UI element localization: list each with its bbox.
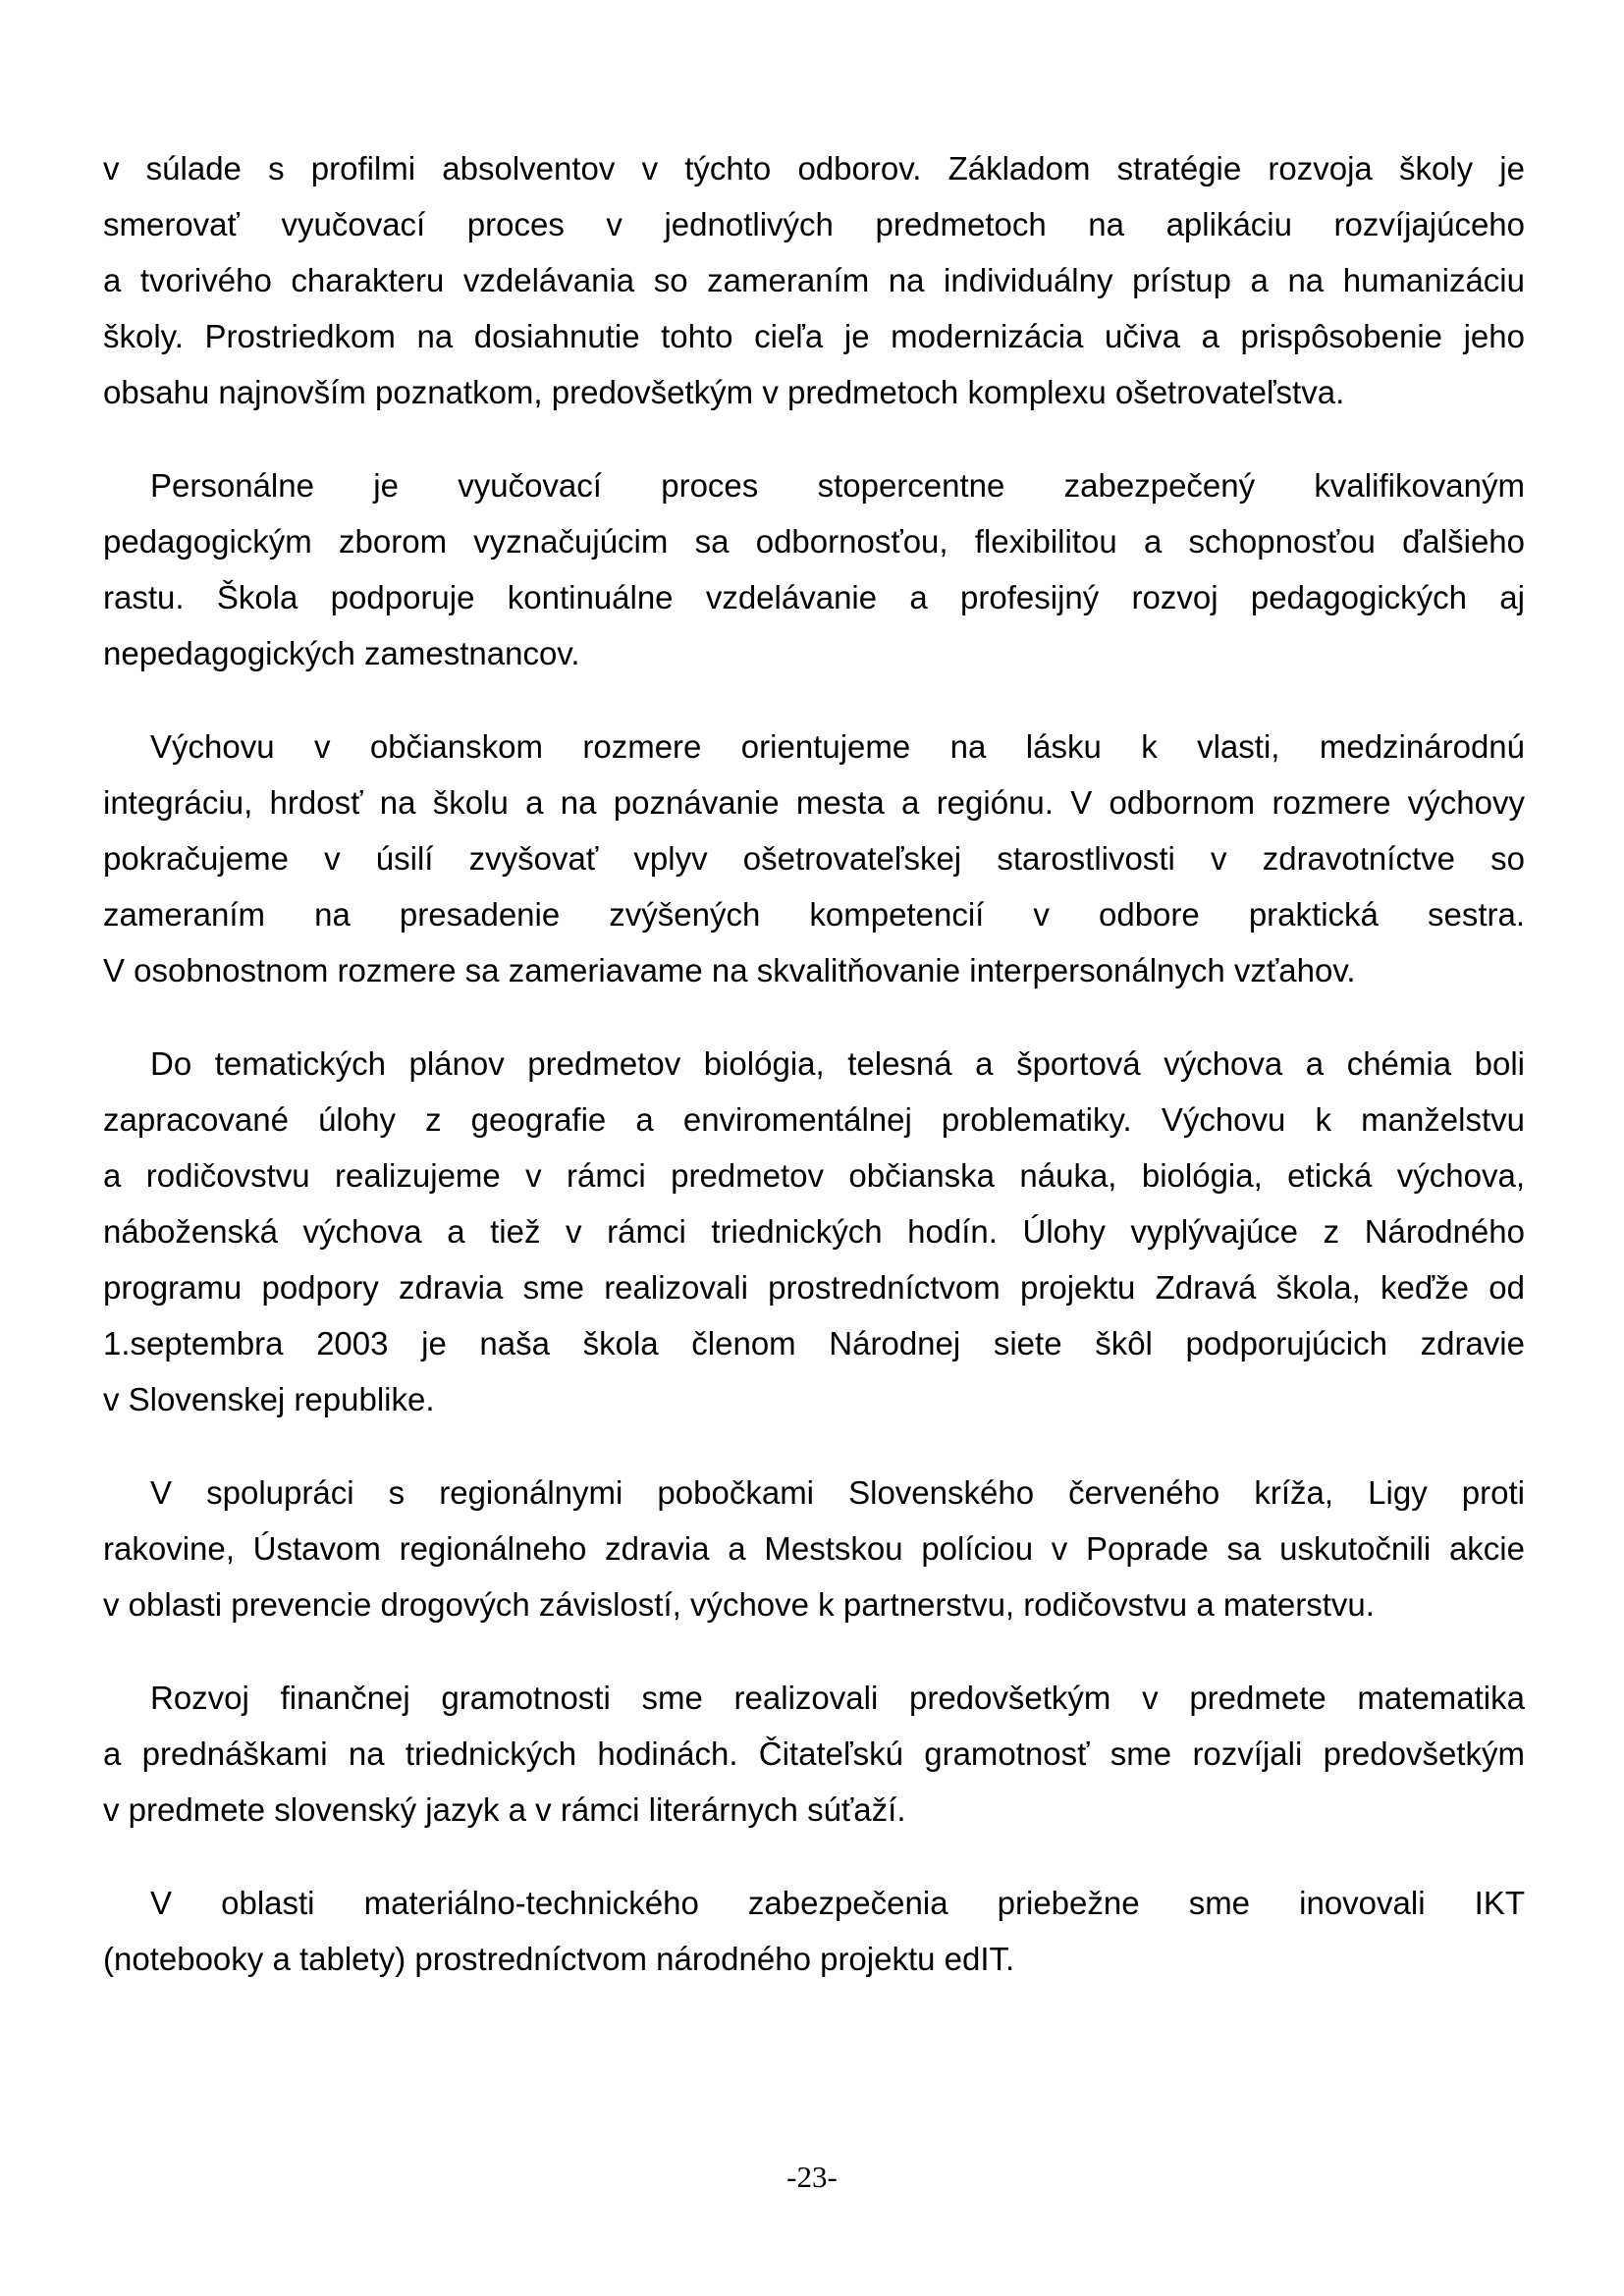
paragraph: [103, 1875, 1525, 1987]
text-line: V spolupráci s regionálnymi pobočkami Slovenského červeného kríža, Ligy proti: [150, 1474, 1525, 1511]
text-line: integráciu, hrdosť na školu a na poznávanie mesta a regiónu. V odbornom rozmere výchovy: [103, 784, 1525, 821]
text-line: smerovať vyučovací proces v jednotlivých predmetoch na aplikáciu rozvíjajúceho: [103, 206, 1525, 242]
text-line: V osobnostnom rozmere sa zameriavame na skvalitňovanie interpersonálnych vzťahov.: [103, 952, 1356, 988]
text-line: zapracované úlohy z geografie a enviromentálnej problematiky. Výchovu k manželstvu: [103, 1101, 1525, 1138]
text-line: 1.septembra 2003 je naša škola členom Národnej siete škôl podporujúcich zdravie: [103, 1325, 1525, 1362]
text-line: Do tematických plánov predmetov biológia, telesná a športová výchova a chémia boli: [150, 1045, 1525, 1082]
page-number: -23-: [786, 2160, 838, 2194]
text-line: (notebooky a tablety) prostredníctvom národného projektu edIT.: [103, 1941, 1015, 1977]
text-line: rastu. Škola podporuje kontinuálne vzdelávanie a profesijný rozvoj pedagogických aj: [103, 579, 1525, 615]
text-line: obsahu najnovším poznatkom, predovšetkým v predmetoch komplexu ošetrovateľstva.: [103, 374, 1345, 410]
text-line: V oblasti materiálno-technického zabezpečenia priebežne sme inovovali IKT: [150, 1885, 1525, 1921]
text-line: Personálne je vyučovací proces stopercentne zabezpečený kvalifikovaným: [150, 467, 1525, 504]
text-line: a rodičovstvu realizujeme v rámci predmetov občianska náuka, biológia, etická výchova,: [103, 1157, 1525, 1194]
document-body: [103, 140, 1525, 2024]
paragraph: [103, 1670, 1525, 1838]
text-line: v predmete slovenský jazyk a v rámci literárnych súťaží.: [103, 1791, 906, 1828]
paragraph: [103, 457, 1525, 681]
text-line: v oblasti prevencie drogových závislostí, výchove k partnerstvu, rodičovstvu a materstvu.: [103, 1586, 1375, 1623]
text-line: zameraním na presadenie zvýšených kompetencií v odbore praktická sestra.: [103, 896, 1525, 933]
text-line: programu podpory zdravia sme realizovali prostredníctvom projektu Zdravá škola, keďže od: [103, 1269, 1525, 1306]
text-line: rakovine, Ústavom regionálneho zdravia a Mestskou políciou v Poprade sa uskutočnili akcie: [103, 1530, 1525, 1567]
text-line: Rozvoj finančnej gramotnosti sme realizovali predovšetkým v predmete matematika: [150, 1680, 1525, 1716]
text-line: a prednáškami na triednických hodinách. Čitateľskú gramotnosť sme rozvíjali predovšetkým: [103, 1735, 1525, 1772]
text-line: a tvorivého charakteru vzdelávania so zameraním na individuálny prístup a na humanizáciu: [103, 262, 1525, 298]
paragraph: [103, 719, 1525, 998]
text-line: pokračujeme v úsilí zvyšovať vplyv ošetrovateľskej starostlivosti v zdravotníctve so: [103, 840, 1525, 877]
text-line: v súlade s profilmi absolventov v týchto odborov. Základom stratégie rozvoja školy je: [103, 150, 1525, 187]
text-line: školy. Prostriedkom na dosiahnutie tohto cieľa je modernizácia učiva a prispôsobenie jeho: [103, 318, 1525, 354]
text-line: pedagogickým zborom vyznačujúcim sa odbornosťou, flexibilitou a schopnosťou ďalšieho: [103, 523, 1525, 560]
text-line: náboženská výchova a tiež v rámci triednických hodín. Úlohy vyplývajúce z Národného: [103, 1213, 1525, 1250]
text-line: Výchovu v občianskom rozmere orientujeme na lásku k vlasti, medzinárodnú: [150, 728, 1525, 765]
paragraph: [103, 1465, 1525, 1632]
paragraph: [103, 1036, 1525, 1427]
text-line: v Slovenskej republike.: [103, 1381, 435, 1417]
text-line: nepedagogických zamestnancov.: [103, 635, 580, 671]
paragraph: [103, 140, 1525, 420]
